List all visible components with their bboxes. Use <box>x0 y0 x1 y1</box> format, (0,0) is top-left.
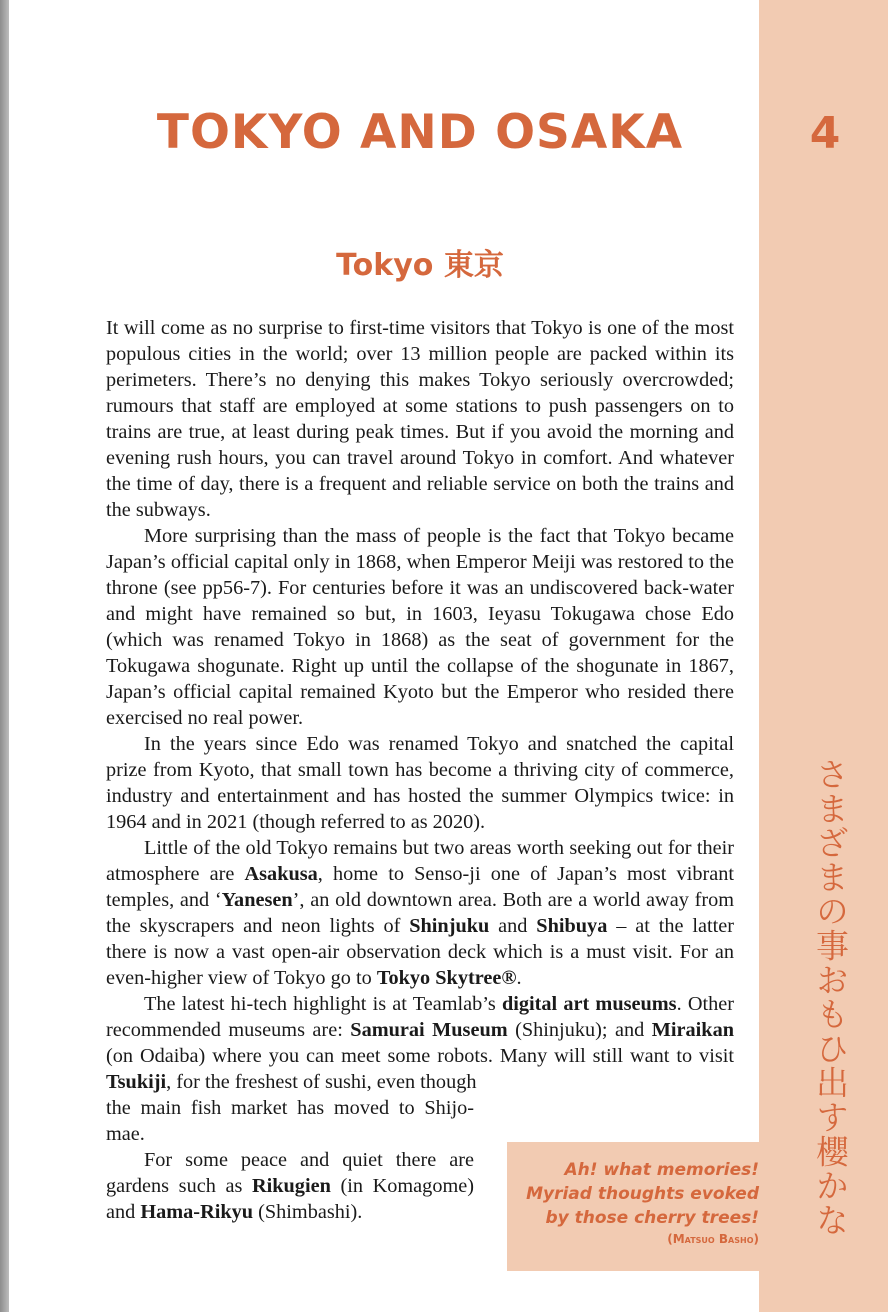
text-run: It will come as no surprise to first-time visitors that Tokyo is one of the most populous cities in the world; over 13 million people are packed within its perimeters. There’s no denying this makes Tokyo seriously overcrowded; rumours that staff are employed at some stations to push passengers on to trains are true, at least during peak times. But if you avoid the morning and evening rush hours, you can travel around Tokyo in comfort. And whatever the time of day, there is a frequent and reliable service on both the trains and the subways. <box>106 317 734 521</box>
bold-place-name: digital art museums <box>501 993 677 1015</box>
text-run: Little of the old Tokyo remains but two areas worth seeking out for their atmosphere are <box>106 837 734 885</box>
text-run: (on Odaiba) where you can meet some robots. Many will still want to visit <box>106 1045 734 1067</box>
text-run: (Shimbashi). <box>253 1201 363 1223</box>
bold-place-name: Miraikan <box>651 1019 734 1041</box>
text-run: , home to Senso-ji one of Japan’s most vibrant temples, and ‘ <box>106 863 735 911</box>
chapter-title: TOKYO AND OSAKA <box>156 105 684 160</box>
quote-text <box>519 1158 759 1230</box>
paragraph <box>106 731 734 835</box>
vertical-japanese-poem: さまざまの事おもひ出す櫻かな <box>811 757 850 1238</box>
text-run: ’, an old downtown area. Both are a world away from the skyscrapers and neon lights of <box>106 889 734 937</box>
bold-place-name: Shibuya <box>536 915 608 937</box>
paragraph <box>106 1095 474 1147</box>
paragraph <box>106 523 734 731</box>
bold-place-name: Tsukiji <box>106 1071 167 1093</box>
bold-place-name: Tokyo Skytree® <box>376 967 517 989</box>
bold-place-name: Hama-Rikyu <box>140 1201 254 1223</box>
bold-place-name: Asakusa <box>244 863 318 885</box>
quote-box <box>507 1142 759 1271</box>
quote-line: Myriad thoughts evoked <box>526 1184 759 1204</box>
text-run: (in Komagome) and <box>106 1175 474 1223</box>
quote-line: Ah! what memories! <box>564 1160 759 1180</box>
text-run: The latest hi-tech highlight is at Teamlab’s <box>144 993 502 1015</box>
text-run: . Other recommended museums are: <box>106 993 735 1041</box>
bold-place-name: Samurai Museum <box>350 1019 508 1041</box>
text-run: (Shinjuku); and <box>507 1019 652 1041</box>
text-run: In the years since Edo was renamed Tokyo and snatched the capital prize from Kyoto, that small town has become a thriving city of commerce, industry and entertainment and has hosted the summer Olympics twice: in 1964 and in 2021 (though referred to as 2020). <box>106 733 734 833</box>
paragraph <box>106 991 734 1095</box>
text-run: – at the latter there is now a vast open-air observation deck which is a must visit. For an even-higher view of Tokyo go to <box>106 915 734 989</box>
paragraph <box>106 1147 474 1225</box>
section-heading: Tokyo 東京 <box>336 248 504 283</box>
body-text <box>106 315 734 1225</box>
text-run: . <box>516 967 522 989</box>
paragraph <box>106 315 734 523</box>
text-run: , for the freshest of sushi, even though <box>166 1071 477 1093</box>
page-edge-shadow <box>0 0 9 1312</box>
bold-place-name: Rikugien <box>251 1175 331 1197</box>
text-run: For some peace and quiet there are gardens such as <box>106 1149 474 1197</box>
chapter-number: 4 <box>809 108 841 159</box>
text-run: and <box>489 915 537 937</box>
text-run: the main fish market has moved to Shijo-mae. <box>106 1097 474 1145</box>
quote-attribution: (Matsuo Basho) <box>667 1232 759 1246</box>
bold-place-name: Yanesen <box>221 889 293 911</box>
bold-place-name: Shinjuku <box>409 915 490 937</box>
text-run: More surprising than the mass of people is the fact that Tokyo became Japan’s official capital only in 1868, when Emperor Meiji was restored to the throne (see pp56-7). For centuries before it was an undiscovered back-water and might have remained so but, in 1603, Ieyasu Tokugawa chose Edo (which was renamed Tokyo in 1868) as the seat of government for the Tokugawa shogunate. Right up until the collapse of the shogunate in 1867, Japan’s official capital remained Kyoto but the Emperor who resided there exercised no real power. <box>106 525 734 729</box>
paragraph <box>106 835 734 991</box>
quote-line: by those cherry trees! <box>545 1208 759 1228</box>
